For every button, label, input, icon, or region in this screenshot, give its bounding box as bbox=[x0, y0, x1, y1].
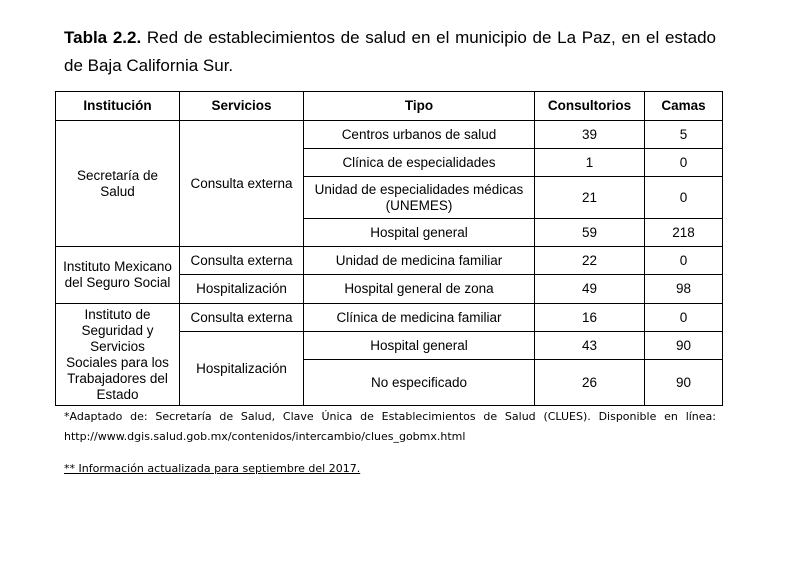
tipo-cell: Unidad de especialidades médicas (UNEMES) bbox=[304, 177, 535, 219]
caption-label: Tabla 2.2. bbox=[64, 28, 142, 47]
consultorios-cell: 49 bbox=[535, 275, 645, 304]
source-note: *Adaptado de: Secretaría de Salud, Clave Única de Establecimientos de Salud (CLUES). Disponible en línea: http://www.dgis.salud.gob.mx/contenidos/intercambio/clues_gobmx.html bbox=[64, 410, 716, 443]
camas-cell: 218 bbox=[645, 219, 723, 247]
header-camas: Camas bbox=[645, 92, 723, 121]
service-cell: Hospitalización bbox=[180, 332, 304, 406]
institution-cell: Secretaría de Salud bbox=[56, 121, 180, 247]
tipo-cell: Hospital general de zona bbox=[304, 275, 535, 304]
tipo-cell: No especificado bbox=[304, 360, 535, 406]
service-cell: Consulta externa bbox=[180, 247, 304, 275]
caption-text: Red de establecimientos de salud en el municipio de La Paz, en el estado de Baja California Sur. bbox=[64, 28, 716, 75]
table-row bbox=[56, 304, 723, 332]
camas-cell: 0 bbox=[645, 304, 723, 332]
service-cell: Consulta externa bbox=[180, 121, 304, 247]
consultorios-cell: 1 bbox=[535, 149, 645, 177]
consultorios-cell: 59 bbox=[535, 219, 645, 247]
camas-cell: 0 bbox=[645, 177, 723, 219]
consultorios-cell: 16 bbox=[535, 304, 645, 332]
camas-cell: 98 bbox=[645, 275, 723, 304]
header-consultorios: Consultorios bbox=[535, 92, 645, 121]
tipo-cell: Unidad de medicina familiar bbox=[304, 247, 535, 275]
institution-cell: Instituto de Seguridad y Servicios Sociales para los Trabajadores del Estado bbox=[56, 304, 180, 406]
tipo-cell: Clínica de especialidades bbox=[304, 149, 535, 177]
tipo-cell: Hospital general bbox=[304, 219, 535, 247]
camas-cell: 0 bbox=[645, 149, 723, 177]
consultorios-cell: 22 bbox=[535, 247, 645, 275]
update-note: ** Información actualizada para septiembre del 2017. bbox=[64, 462, 361, 475]
consultorios-cell: 39 bbox=[535, 121, 645, 149]
camas-cell: 5 bbox=[645, 121, 723, 149]
table-caption bbox=[64, 24, 716, 80]
institution-cell: Instituto Mexicano del Seguro Social bbox=[56, 247, 180, 304]
tipo-cell: Centros urbanos de salud bbox=[304, 121, 535, 149]
service-cell: Hospitalización bbox=[180, 275, 304, 304]
header-row bbox=[56, 92, 723, 121]
header-institucion: Institución bbox=[56, 92, 180, 121]
consultorios-cell: 21 bbox=[535, 177, 645, 219]
header-servicios: Servicios bbox=[180, 92, 304, 121]
header-tipo: Tipo bbox=[304, 92, 535, 121]
table-row bbox=[56, 247, 723, 275]
tipo-cell: Clínica de medicina familiar bbox=[304, 304, 535, 332]
tipo-cell: Hospital general bbox=[304, 332, 535, 360]
table-row bbox=[56, 121, 723, 149]
service-cell: Consulta externa bbox=[180, 304, 304, 332]
camas-cell: 90 bbox=[645, 332, 723, 360]
consultorios-cell: 26 bbox=[535, 360, 645, 406]
health-facilities-table bbox=[55, 91, 723, 406]
camas-cell: 90 bbox=[645, 360, 723, 406]
camas-cell: 0 bbox=[645, 247, 723, 275]
consultorios-cell: 43 bbox=[535, 332, 645, 360]
